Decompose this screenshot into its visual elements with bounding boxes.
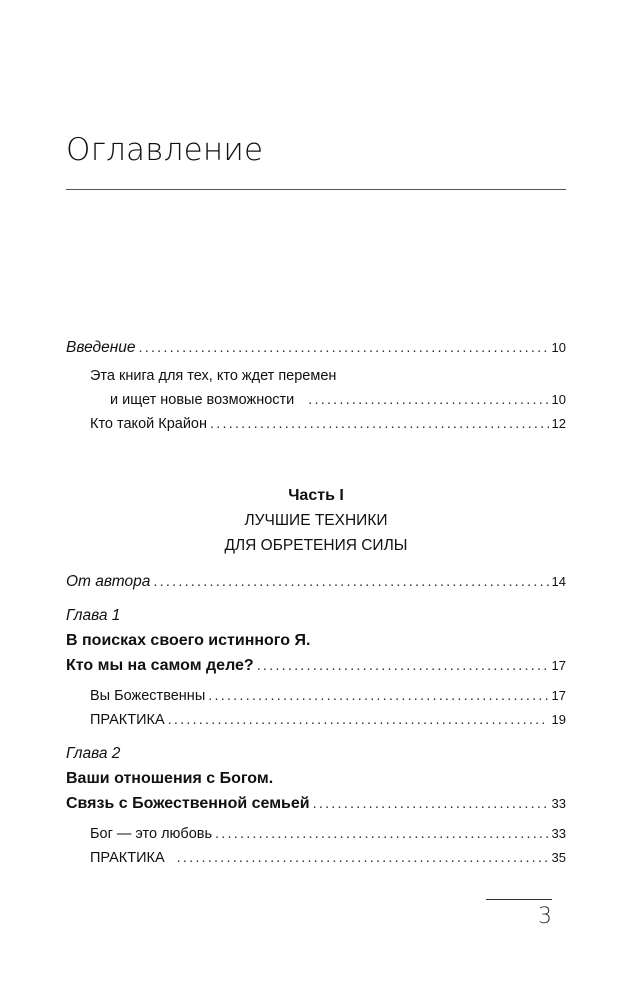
part-title-line2: ДЛЯ ОБРЕТЕНИЯ СИЛЫ [224,537,408,554]
footer-divider [486,899,552,900]
toc-entry-label: ПРАКТИКА [90,850,165,866]
toc-entry-label: Кто такой Крайон [90,416,208,432]
dot-leader [257,654,549,678]
toc-page-number: 14 [551,574,566,589]
toc-entry-practice-2[interactable] [66,846,566,870]
part-heading [66,484,566,558]
part-label: Часть I [288,487,344,504]
chapter-title-line1: В поисках своего истинного Я. [66,632,311,649]
toc-entry-label: Вы Божественны [90,688,206,704]
part-title-line1: ЛУЧШИЕ ТЕХНИКИ [244,512,388,529]
toc-entry-label: Бог — это любовь [90,826,213,842]
toc-page-number: 12 [551,416,566,431]
dot-leader [153,570,548,594]
dot-leader [177,846,549,870]
toc-entry-label: Введение [66,339,136,356]
toc-entry-label: ПРАКТИКА [90,712,165,728]
dot-leader [308,388,548,412]
toc-page-number: 33 [551,826,566,841]
toc-page-number: 17 [551,658,566,673]
chapter-title-line2: Кто мы на самом деле? [66,657,254,674]
toc-entry-from-author[interactable] [66,570,566,594]
toc-page-number: 10 [551,392,566,407]
dot-leader [313,792,549,816]
toc-entry-god-is-love[interactable] [66,822,566,846]
toc-entry-you-are-divine[interactable] [66,684,566,708]
toc-page-number: 19 [551,712,566,727]
toc-entry-kryon[interactable] [66,412,566,436]
chapter-label: Глава 1 [66,607,121,624]
toc-entry-label: и ищет новые возможности [110,392,295,408]
page-number: 3 [538,904,552,929]
dot-leader [215,822,548,846]
toc-entry-practice-1[interactable] [66,708,566,732]
toc-intro-section [66,336,566,436]
toc-page-number: 33 [551,796,566,811]
dot-leader [139,336,549,360]
title-divider [66,189,566,190]
dot-leader [168,708,549,732]
toc-entry-this-book[interactable] [66,388,566,412]
chapter-title-line2: Связь с Божественной семьей [66,795,310,812]
toc-entry-chapter-2[interactable] [66,792,566,816]
page-title: Оглавление [66,132,264,168]
chapter-title-line1: Ваши отношения с Богом. [66,770,274,787]
toc-entry-chapter-1[interactable] [66,654,566,678]
toc-from-author-section [66,570,566,594]
toc-page-number: 10 [551,340,566,355]
toc-page-number: 17 [551,688,566,703]
chapter-label: Глава 2 [66,745,121,762]
toc-entry-label: От автора [66,573,151,590]
toc-entry-label: Эта книга для тех, кто ждет перемен [90,368,337,384]
toc-chapter-1 [66,604,566,732]
toc-chapter-2 [66,742,566,870]
dot-leader [210,412,549,436]
toc-entry-intro[interactable] [66,336,566,360]
dot-leader [208,684,548,708]
toc-page-number: 35 [551,850,566,865]
